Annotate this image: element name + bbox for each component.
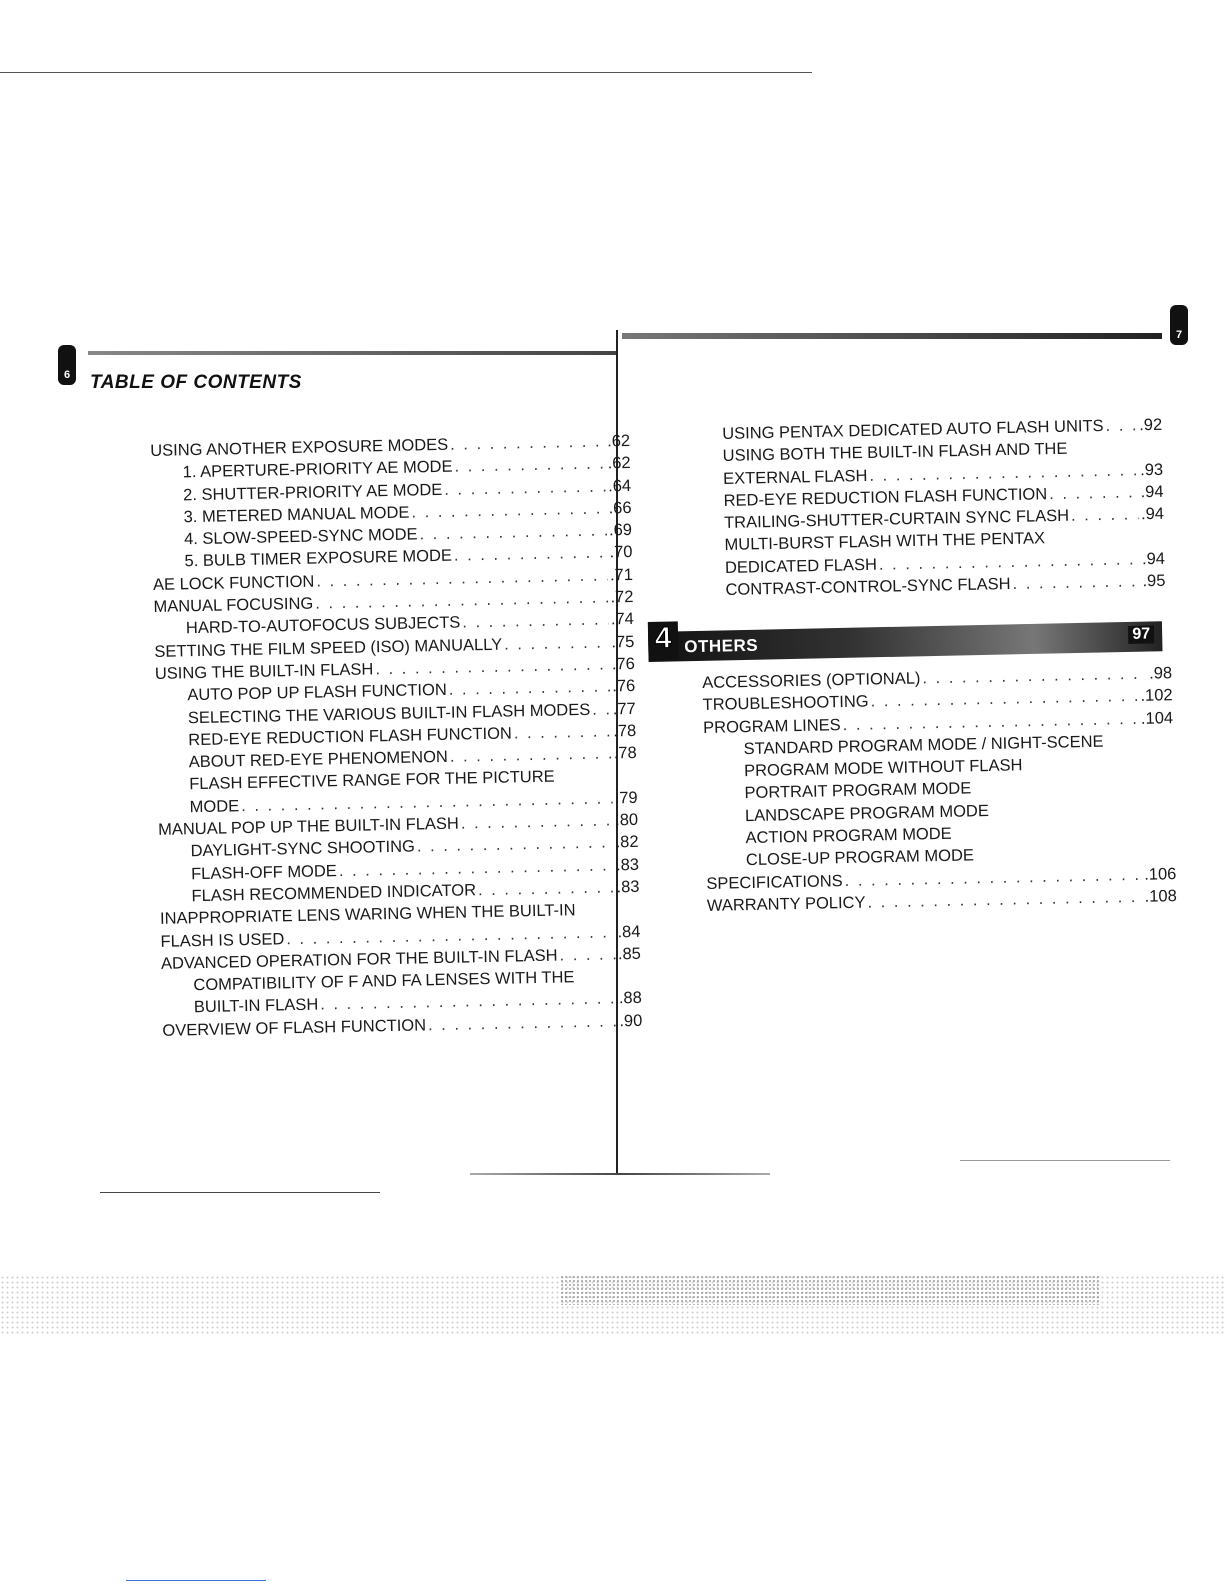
toc-entry-page: .64 (607, 476, 632, 496)
toc-right-column-top (722, 414, 1166, 602)
toc-entry-title: PORTRAIT PROGRAM MODE (744, 779, 972, 803)
toc-entry-page: .76 (611, 654, 635, 674)
leader-dots (514, 720, 612, 744)
footer-link-underline (126, 1580, 266, 1581)
toc-entry-title: RED-EYE REDUCTION FLASH FUNCTION (723, 485, 1048, 510)
toc-entry-page: .104 (1140, 708, 1174, 728)
leader-dots (1105, 414, 1137, 437)
top-rule (0, 72, 812, 73)
leader-dots (462, 609, 609, 634)
toc-entry-title: LANDSCAPE PROGRAM MODE (744, 801, 990, 825)
toc-entry-title: SETTING THE FILM SPEED (ISO) MANUALLY (154, 635, 503, 661)
toc-entry-page: .83 (616, 877, 640, 897)
toc-entry-title: CONTRAST-CONTROL-SYNC FLASH (725, 575, 1011, 600)
leader-dots (428, 1010, 618, 1036)
toc-entry-title: 1. APERTURE-PRIORITY AE MODE (182, 457, 453, 482)
toc-entry-title: USING BOTH THE BUILT-IN FLASH AND THE (722, 440, 1068, 466)
leader-dots (1012, 570, 1140, 595)
toc-entry-page: .102 (1140, 686, 1173, 706)
toc-entry-title: TROUBLESHOOTING (702, 692, 869, 715)
toc-entry-title: DEDICATED FLASH (724, 555, 878, 577)
toc-entry-page: .75 (611, 632, 635, 652)
toc-entry-page: .90 (619, 1011, 643, 1031)
right-header-bar (622, 333, 1162, 339)
section-number: 4 (648, 621, 679, 660)
section-label: OTHERS (684, 635, 759, 657)
section-page: 97 (1128, 625, 1154, 644)
toc-entry-page: .106 (1144, 864, 1177, 884)
page-number-left: 6 (58, 345, 76, 385)
leader-dots (450, 430, 606, 456)
toc-entry-title: MANUAL FOCUSING (153, 594, 314, 617)
bottom-rule-mid (470, 1173, 770, 1175)
toc-entry-title: 2. SHUTTER-PRIORITY AE MODE (182, 480, 443, 504)
toc-entry-page: .82 (615, 833, 639, 852)
scan-noise-dark (560, 1275, 1100, 1305)
toc-entry-title: PROGRAM MODE WITHOUT FLASH (743, 756, 1023, 781)
toc-entry-title: 4. SLOW-SPEED-SYNC MODE (183, 525, 418, 549)
leader-dots (592, 698, 611, 721)
toc-entry-page: .108 (1144, 887, 1177, 906)
toc-entry-title: MANUAL POP UP THE BUILT-IN FLASH (157, 814, 460, 839)
leader-dots (454, 453, 606, 478)
toc-entry-title: EXTERNAL FLASH (722, 466, 868, 488)
toc-entry-title: AE LOCK FUNCTION (152, 572, 315, 594)
toc-entry-title: 5. BULB TIMER EXPOSURE MODE (184, 547, 453, 571)
toc-right-column-bottom (702, 662, 1177, 917)
toc-entry-title: TRAILING-SHUTTER-CURTAIN SYNC FLASH (723, 506, 1070, 533)
toc-entry-title: STANDARD PROGRAM MODE / NIGHT-SCENE (743, 732, 1104, 759)
toc-entry-page: .62 (607, 431, 631, 451)
toc-entry-page: .74 (610, 610, 635, 629)
toc-entry-title: CLOSE-UP PROGRAM MODE (745, 846, 975, 870)
toc-entry-page: .79 (614, 788, 638, 808)
toc-entry-page: .83 (615, 855, 640, 874)
toc-entry-title: RED-EYE REDUCTION FLASH FUNCTION (188, 724, 513, 750)
toc-entry-title: SELECTING THE VARIOUS BUILT-IN FLASH MODES (187, 700, 591, 727)
toc-entry-page: .95 (1142, 571, 1166, 591)
toc-entry-page: .80 (614, 810, 639, 830)
leader-dots (559, 943, 616, 966)
leader-dots (461, 809, 614, 834)
bottom-rule-right (960, 1160, 1170, 1161)
toc-entry-title: DAYLIGHT-SYNC SHOOTING (190, 837, 416, 861)
toc-entry-page: .78 (613, 721, 637, 741)
toc-entry-page: .70 (609, 543, 633, 562)
bottom-rule-left (100, 1192, 380, 1193)
toc-entry-title: USING THE BUILT-IN FLASH (154, 660, 374, 683)
toc-entry-title: FLASH EFFECTIVE RANGE FOR THE PICTURE (189, 768, 555, 794)
toc-entry-title: OVERVIEW OF FLASH FUNCTION (162, 1016, 427, 1040)
toc-left-column (150, 430, 643, 1042)
toc-entry-page: .94 (1140, 504, 1165, 524)
toc-entry-title: COMPATIBILITY OF F AND FA LENSES WITH THE (193, 968, 575, 995)
toc-entry-title: FLASH IS USED (160, 929, 285, 951)
toc-entry-title: USING ANOTHER EXPOSURE MODES (150, 435, 449, 460)
toc-entry-page: .84 (617, 922, 641, 941)
toc-entry-title: ABOUT RED-EYE PHENOMENON (188, 747, 449, 772)
toc-entry-page: .78 (613, 744, 637, 763)
toc-entry-title: ADVANCED OPERATION FOR THE BUILT-IN FLASH (160, 946, 558, 973)
toc-entry-title: 3. METERED MANUAL MODE (183, 503, 410, 527)
toc-entry-page: .92 (1139, 415, 1163, 435)
leader-dots (454, 542, 608, 568)
toc-entry-title: SPECIFICATIONS (706, 871, 843, 893)
leader-dots (478, 876, 615, 901)
toc-entry-page: .69 (608, 521, 633, 540)
toc-entry-page: .98 (1149, 664, 1173, 683)
toc-entry-title: AUTO POP UP FLASH FUNCTION (187, 681, 447, 705)
toc-entry-title: FLASH-OFF MODE (190, 861, 338, 883)
toc-entry-page: .85 (617, 944, 642, 964)
toc-entry-title: HARD-TO-AUTOFOCUS SUBJECTS (185, 613, 461, 638)
toc-entry-page: .72 (610, 587, 634, 607)
toc-entry-page: .71 (609, 565, 634, 585)
toc-entry-page: .66 (608, 498, 632, 518)
toc-entry-page: .93 (1139, 460, 1164, 479)
toc-entry-title: MULTI-BURST FLASH WITH THE PENTAX (724, 529, 1046, 555)
toc-entry-title: INAPPROPRIATE LENS WARING WHEN THE BUILT-IN (159, 901, 576, 929)
toc-entry-title: PROGRAM LINES (702, 715, 841, 737)
leader-dots (450, 743, 612, 769)
toc-entry-page: .62 (607, 454, 631, 473)
toc-entry-page: .94 (1140, 482, 1164, 502)
toc-entry-page: .76 (612, 677, 636, 696)
left-header-bar (88, 351, 618, 355)
toc-entry-page: .94 (1141, 549, 1166, 569)
section-header-others (648, 621, 1163, 662)
toc-entry-title: FLASH RECOMMENDED INDICATOR (191, 881, 477, 906)
toc-entry-title: BUILT-IN FLASH (193, 996, 319, 1017)
toc-entry-title: ACTION PROGRAM MODE (745, 824, 952, 848)
leader-dots (1071, 503, 1139, 527)
leader-dots (504, 631, 610, 655)
toc-entry-title: MODE (189, 796, 240, 816)
page-title: TABLE OF CONTENTS (90, 372, 302, 393)
toc-entry-page: .77 (612, 699, 636, 718)
leader-dots (1049, 481, 1139, 505)
leader-dots (867, 886, 1143, 914)
toc-entry-page: .88 (618, 989, 642, 1008)
toc-entry-title: USING PENTAX DEDICATED AUTO FLASH UNITS (722, 417, 1104, 443)
toc-entry-title: ACCESSORIES (OPTIONAL) (702, 669, 921, 692)
page-number-right: 7 (1170, 305, 1188, 345)
toc-entry-title: WARRANTY POLICY (706, 893, 866, 915)
